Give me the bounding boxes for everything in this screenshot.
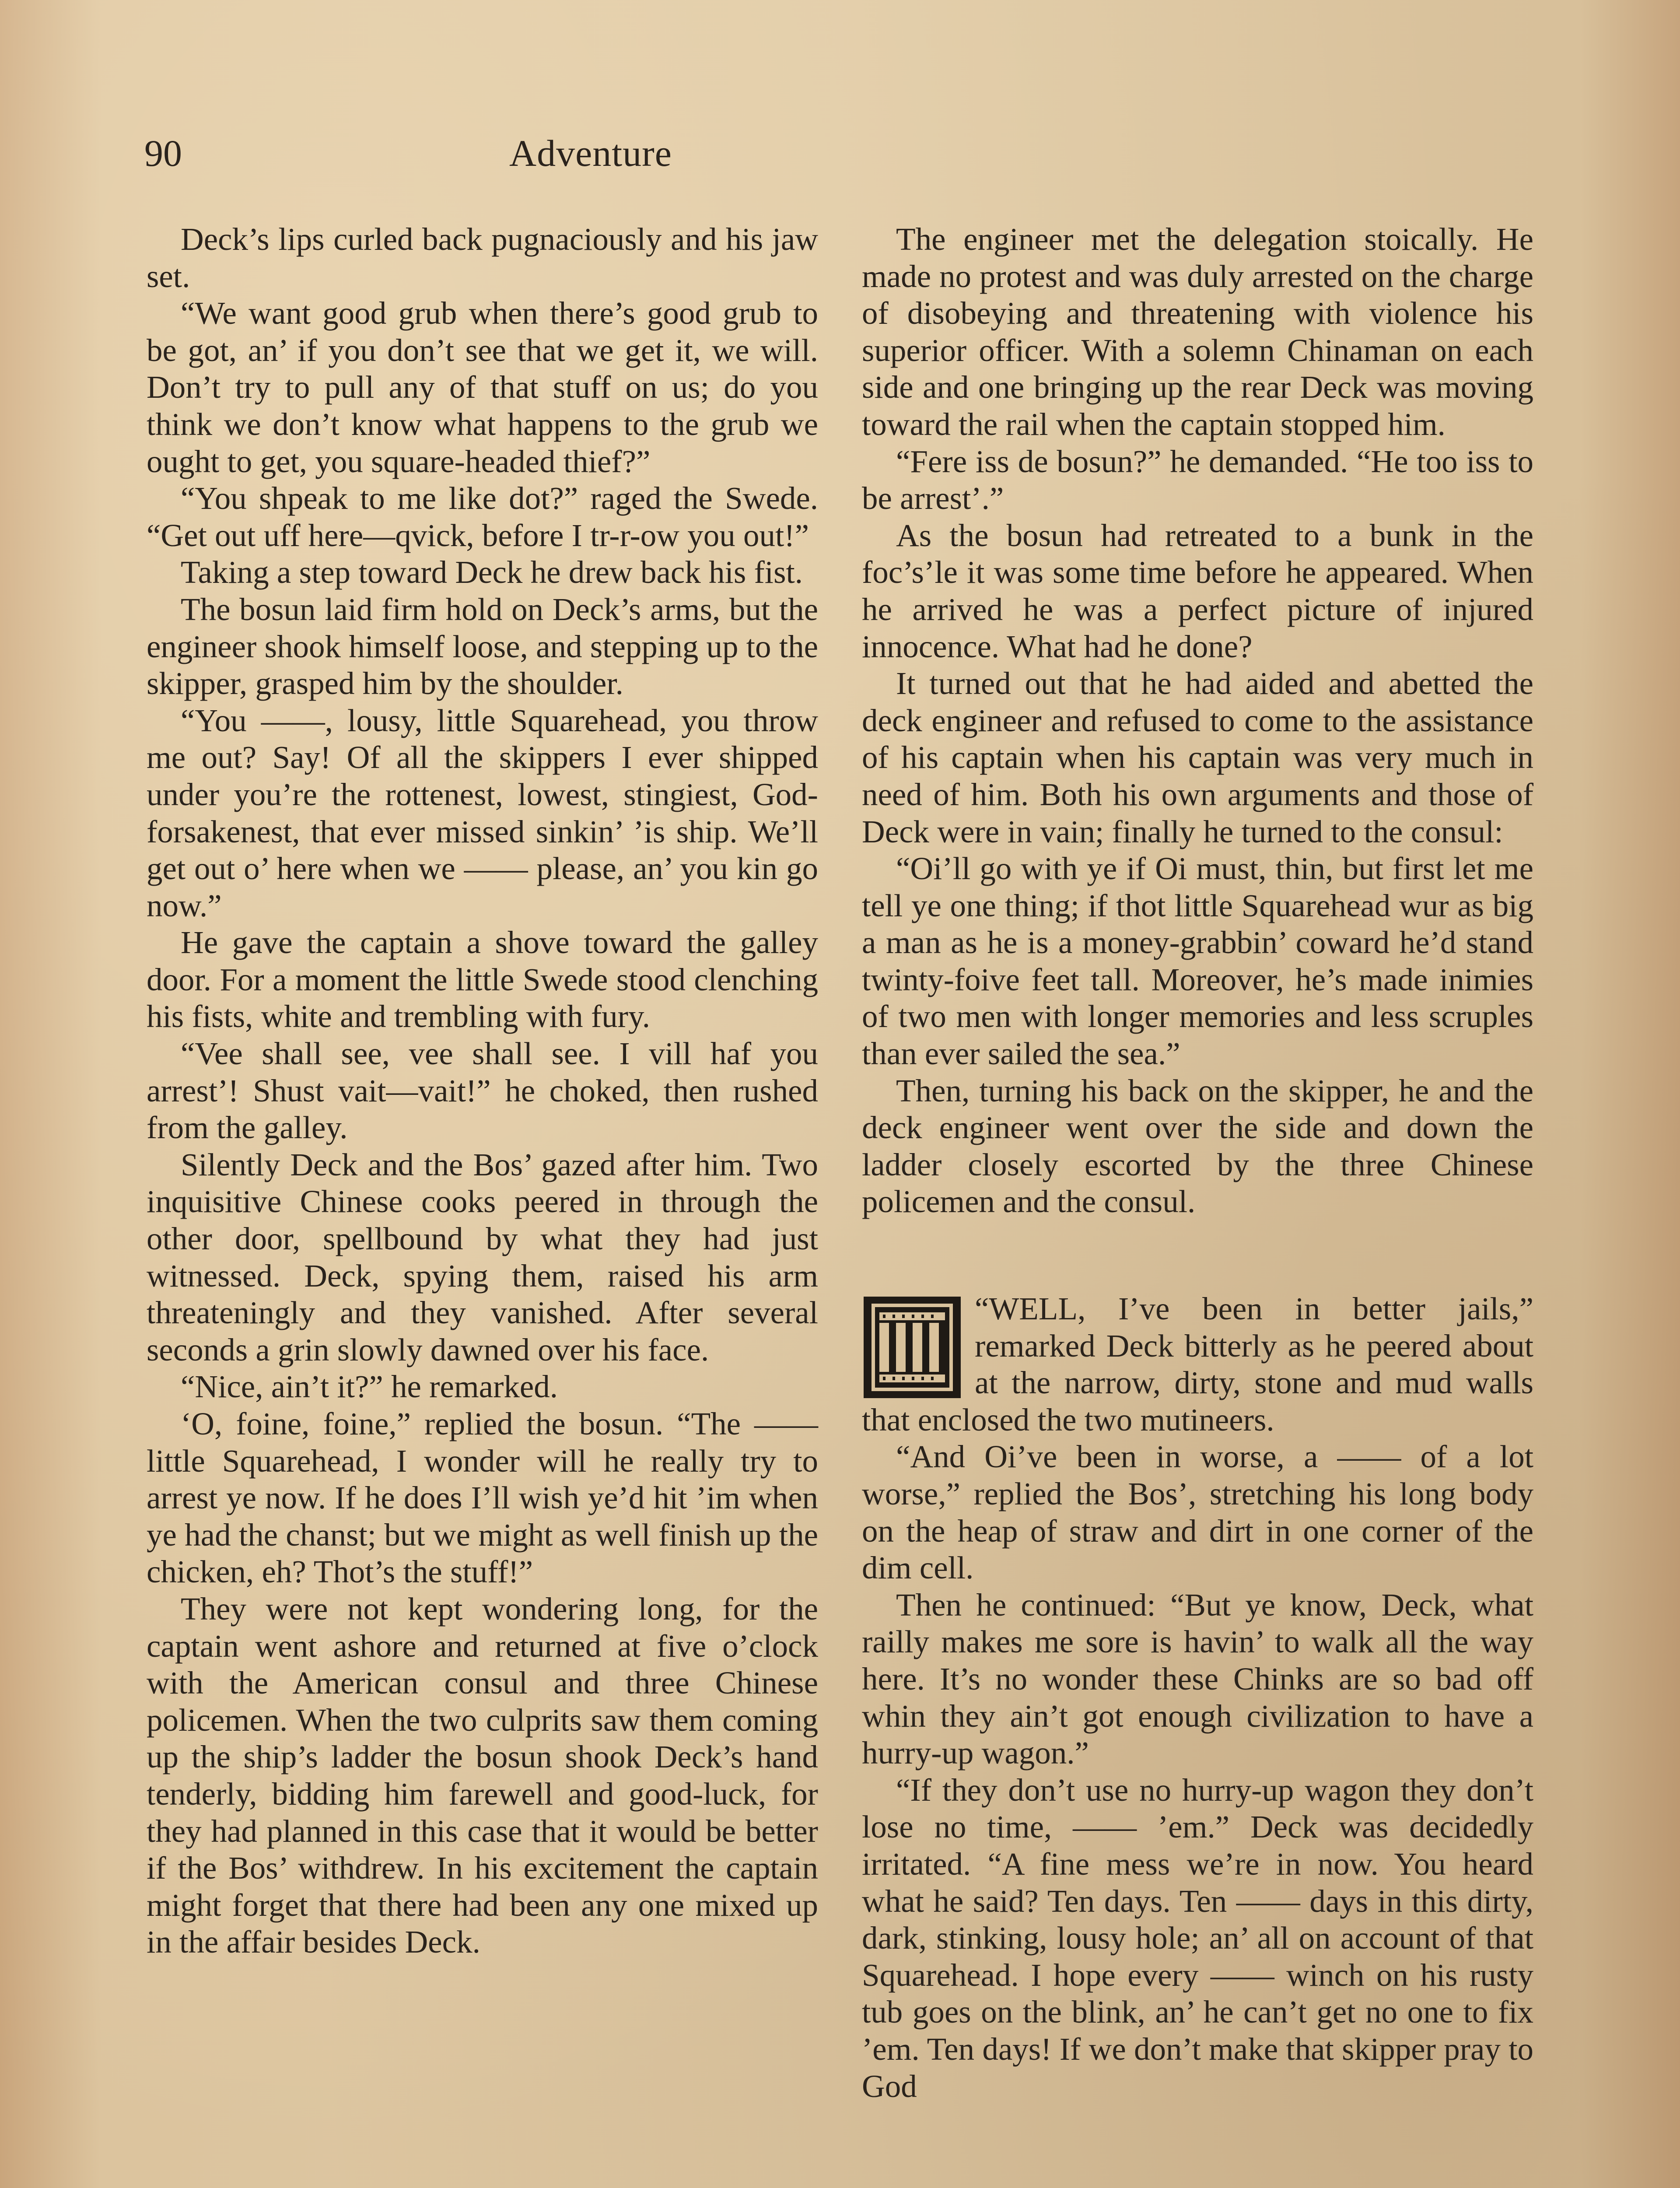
right-column bbox=[862, 221, 1533, 2105]
paragraph: The engineer met the delegation stoically. He made no protest and was duly arrested on the charge of disobeying and threatening with violence his superior officer. With a solemn Chinaman on each side and one bringing up the rear Deck was moving toward the rail when the captain stopped him. bbox=[862, 221, 1533, 442]
section-break bbox=[862, 1220, 1533, 1290]
paragraph: “You ——, lousy, little Squarehead, you throw me out? Say! Of all the skippers I ever shipped under you’re the rottenest, lowest, stingiest, God-forsakenest, that ever missed sinkin’ ’is ship. We’ll get out o’ here when we —— please, an’ you kin go now.” bbox=[147, 702, 818, 923]
paragraph: ‘O, foine, foine,” replied the bosun. “The —— little Squarehead, I wonder will he really try to arrest ye now. If he does I’ll wish ye’d hit ’im when ye had the chanst; but we might as well finish up the chicken, eh? Thot’s the stuff!” bbox=[147, 1406, 818, 1590]
running-title: Adventure bbox=[509, 132, 672, 174]
paragraph: “Oi’ll go with ye if Oi must, thin, but first let me tell ye one thing; if thot little Squarehead wur as big a man as he is a money-grabbin’ coward he’d stand twinty-foive feet tall. Moreover, he’s made inimies of two men with longer memories and less scruples than ever sailed the sea.” bbox=[862, 851, 1533, 1072]
paragraph: “Fere iss de bosun?” he demanded. “He too iss to be arrest’.” bbox=[862, 443, 1533, 516]
paragraph: The bosun laid firm hold on Deck’s arms, but the engineer shook himself loose, and stepping up to the skipper, grasped him by the shoulder. bbox=[147, 591, 818, 701]
paragraph: Then, turning his back on the skipper, he and the deck engineer went over the side and down the ladder closely escorted by the three Chinese policemen and the consul. bbox=[862, 1073, 1533, 1220]
paragraph: He gave the captain a shove toward the galley door. For a moment the little Swede stood clenching his fists, white and trembling with fury. bbox=[147, 925, 818, 1034]
section-opening-text: “WELL, I’ve been in better jails,” remarked Deck bitterly as he peered about at the narrow, dirty, stone and mud walls that enclosed the two mutineers. bbox=[862, 1291, 1533, 1438]
paragraph: It turned out that he had aided and abetted the deck engineer and refused to come to the assistance of his captain when his captain was very much in need of him. Both his own arguments and those of Deck were in vain; finally he turned to the consul: bbox=[862, 666, 1533, 849]
paragraph: Taking a step toward Deck he drew back his fist. bbox=[181, 554, 803, 590]
paragraph: “And Oi’ve been in worse, a —— of a lot worse,” replied the Bos’, stretching his long body on the heap of straw and dirt in one corner of the dim cell. bbox=[862, 1439, 1533, 1586]
paragraph: Deck’s lips curled back pugnaciously and his jaw set. bbox=[147, 221, 818, 294]
paragraph: “You shpeak to me like dot?” raged the Swede. “Get out uff here—qvick, before I tr-r-ow you out!” bbox=[147, 480, 818, 553]
left-column bbox=[147, 221, 818, 1961]
paragraph: Silently Deck and the Bos’ gazed after him. Two inquisitive Chinese cooks peered in through the other door, spellbound by what they had just witnessed. Deck, spying them, raised his arm threateningly and they vanished. After several seconds a grin slowly dawned over his face. bbox=[147, 1147, 818, 1368]
paragraph: They were not kept wondering long, for the captain went ashore and returned at five o’clock with the American consul and three Chinese policemen. When the two culprits saw them coming up the ship’s ladder the bosun shook Deck’s hand tenderly, bidding him farewell and good-luck, for they had planned in this case that it would be better if the Bos’ withdrew. In his excitement the captain might forget that there had been any one mixed up in the affair besides Deck. bbox=[147, 1591, 818, 1960]
jail-window-icon bbox=[862, 1295, 962, 1400]
paragraph: “Nice, ain’t it?” he remarked. bbox=[181, 1369, 558, 1405]
paragraph: “We want good grub when there’s good grub to be got, an’ if you don’t see that we get it, we will. Don’t try to pull any of that stuff on us; do you think we don’t know what happens to the grub we ought to get, you square-headed thief?” bbox=[147, 295, 818, 479]
paragraph: Then he continued: “But ye know, Deck, what railly makes me sore is havin’ to walk all the way here. It’s no wonder these Chinks are so bad off whin they ain’t got enough civilization to have a hurry-up wagon.” bbox=[862, 1587, 1533, 1771]
paragraph: “Vee shall see, vee shall see. I vill haf you arrest’! Shust vait—vait!” he choked, then rushed from the galley. bbox=[147, 1036, 818, 1146]
paragraph: As the bosun had retreated to a bunk in the foc’s’le it was some time before he appeared. When he arrived he was a perfect picture of injured innocence. What had he done? bbox=[862, 517, 1533, 664]
section-opening-paragraph bbox=[862, 1290, 1533, 1438]
page-number: 90 bbox=[144, 132, 182, 174]
paragraph: “If they don’t use no hurry-up wagon they don’t lose no time, —— ’em.” Deck was decidedly irritated. “A fine mess we’re in now. You heard what he said? Ten days. Ten —— days in this dirty, dark, stinking, lousy hole; an’ all on account of that Squarehead. I hope every —— winch on his rusty tub goes on the blink, an’ he can’t get no one to fix ’em. Ten days! If we don’t make that skipper pray to God bbox=[862, 1772, 1533, 2104]
page-header bbox=[144, 127, 1536, 184]
